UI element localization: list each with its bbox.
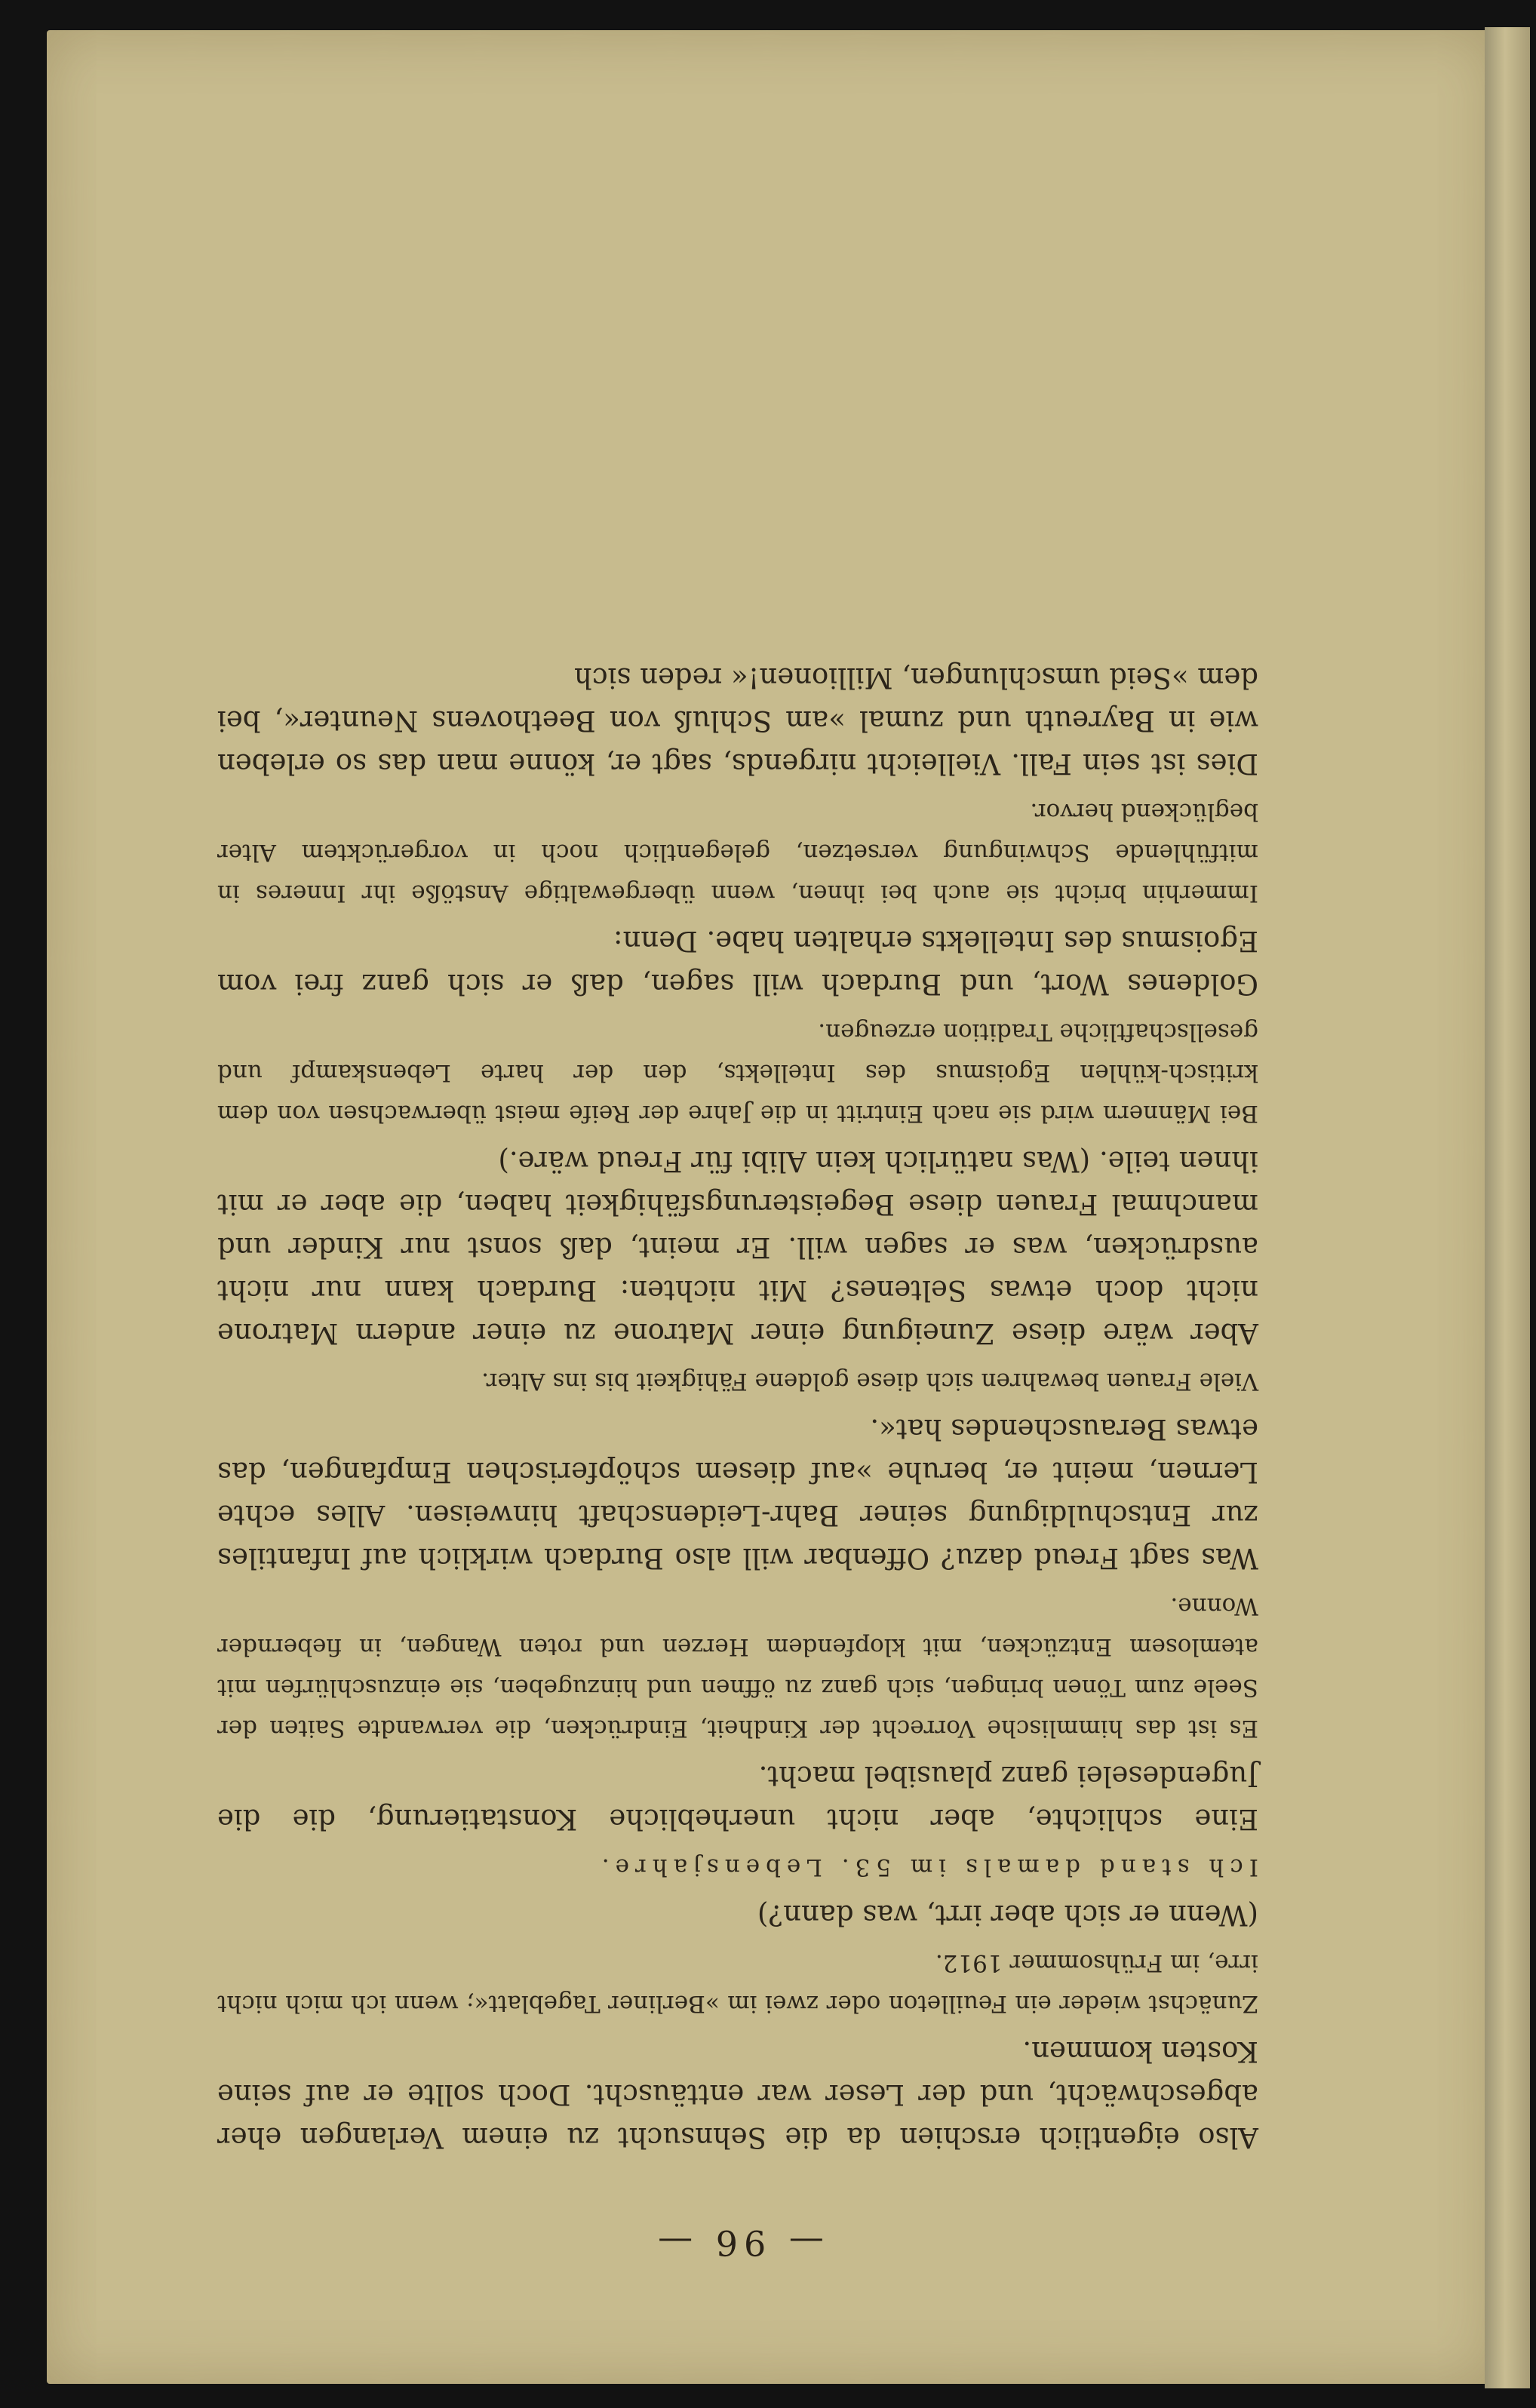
- quote-paragraph: Viele Frauen bewahren sich diese goldene Fähigkeit bis ins Alter.: [481, 1368, 1258, 1395]
- quote-paragraph: Immerhin bricht sie auch bei ihnen, wenn übergewaltige Anstöße ihr Inneres in mitfühlende Schwingung versetzen, gelegentlich noch in vorgerücktem Alter beglückend hervor.: [217, 798, 1258, 907]
- paragraph: Eine schlichte, aber nicht unerhebliche Konstatierung, die die Jugendeselei ganz plausibel macht.: [217, 1760, 1258, 1835]
- page-content-upside-down: [217, 355, 1258, 2263]
- page-number: — 96 —: [652, 2222, 824, 2263]
- quote-paragraph: Zunächst wieder ein Feuilleton oder zwei im »Berliner Tageblatt«; wenn ich mich nicht irre, im Frühsommer 1912.: [217, 1949, 1258, 2017]
- quote-paragraph: Ich stand damals im 53. Lebensjahre.: [595, 1854, 1258, 1881]
- quote-paragraph: Es ist das himmlische Vorrecht der Kindheit, Eindrücken, die verwandte Saiten der Seele zum Tönen bringen, sich ganz zu öffnen und hinzugeben, sie einzuschlürfen mit atemlosem Entzücken, mit klopfendem Herzen und roten Wangen, in fiebernder Wonne.: [217, 1593, 1258, 1742]
- quote-paragraph: Bei Männern wird sie nach Eintritt in die Jahre der Reife meist überwachsen von dem kritisch-kühlen Egoismus des Intellekts, den der harte Lebenskampf und gesellschaftliche Tradition erzeugen.: [217, 1018, 1258, 1127]
- paragraph: Dies ist sein Fall. Vielleicht nirgends, sagt er, könne man das so erleben wie in Bayreuth und zumal »am Schluß von Beethovens Neunter«, bei dem »Seid umschlungen, Millionen!« reden sich: [217, 662, 1258, 780]
- paragraph: Aber wäre diese Zuneigung einer Matrone zu einer andern Matrone nicht doch etwas Seltenes? Mit nichten: Burdach kann nur nicht ausdrücken, was er sagen will. Er meint, daß sonst nur Kinder und manchmal Frauen diese Begeisterungsfähigkeit haben, die aber er mit ihnen teile. (Was natürlich kein Alibi für Freud wäre.): [217, 1145, 1258, 1350]
- paragraph: Also eigentlich erschien da die Sehnsucht zu einem Verlangen eher abgeschwächt, und der Leser war enttäuscht. Doch sollte er auf seine Kosten kommen.: [217, 2035, 1258, 2154]
- paragraph: Goldenes Wort, und Burdach will sagen, daß er sich ganz frei vom Egoismus des Intellekts erhalten habe. Denn:: [217, 925, 1258, 1000]
- paragraph: (Wenn er sich aber irrt, was dann?): [757, 1899, 1258, 1931]
- book-binding-edge: [1485, 27, 1530, 2388]
- paragraph: Was sagt Freud dazu? Offenbar will also Burdach wirklich auf Infantiles zur Entschuldigung seiner Bahr-Leidenschaft hinweisen. Alles echte Lernen, meint er, beruhe »auf diesem schöpferischen Empfangen, das etwas Berauschendes hat«.: [217, 1413, 1258, 1574]
